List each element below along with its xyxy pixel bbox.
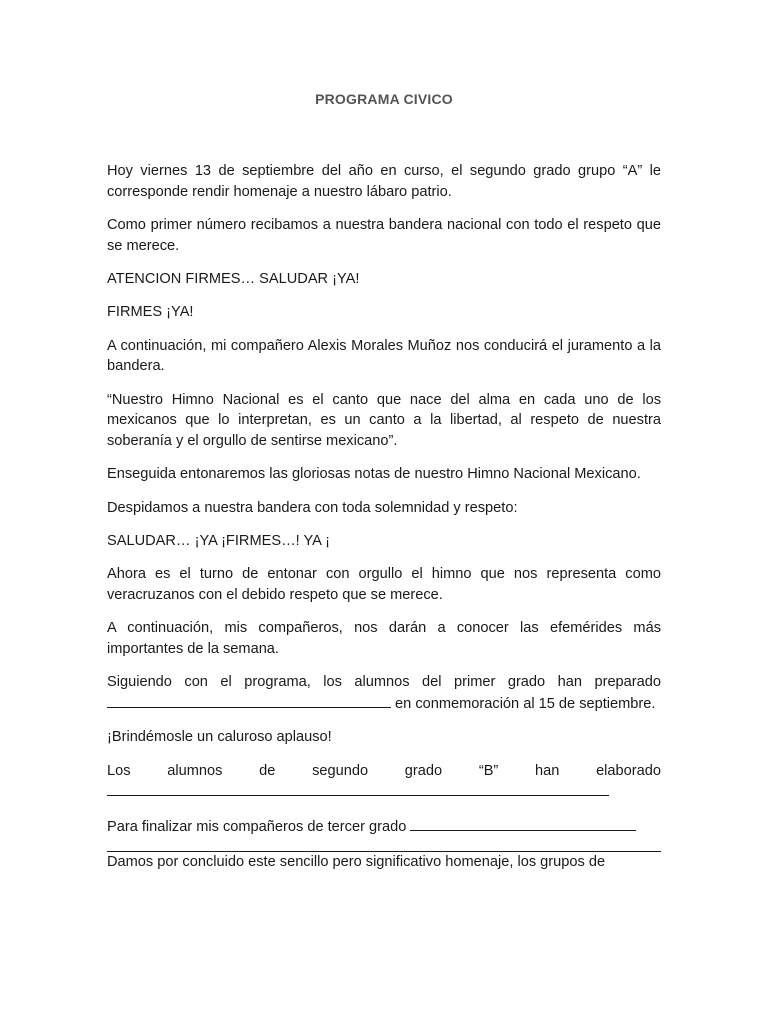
paragraph-intro: Hoy viernes 13 de septiembre del año en curso, el segundo grado grupo “A” le corresponde rendir homenaje a nuestro lábaro patrio. (107, 163, 661, 200)
paragraph-first-number: Como primer número recibamos a nuestra bandera nacional con todo el respeto que se merece. (107, 216, 661, 254)
paragraph-command-salute: ATENCION FIRMES… SALUDAR ¡YA! (107, 270, 360, 287)
segundo-b-text: Los alumnos de segundo grado “B” han elaborado (107, 762, 661, 779)
fill-blank-line (107, 693, 391, 708)
paragraph-primer-grado (107, 672, 661, 714)
primer-grado-text: Siguiendo con el programa, los alumnos del primer grado han preparado (107, 674, 661, 691)
fill-blank-line (107, 837, 661, 852)
fill-blank-line (410, 816, 636, 831)
document-title: PROGRAMA CIVICO (315, 91, 453, 107)
paragraph-juramento: A continuación, mi compañero Alexis Morales Muñoz nos conducirá el juramento a la bandera. (107, 337, 661, 375)
document-body (107, 161, 661, 886)
paragraph-tercer-grado (107, 816, 661, 873)
paragraph-veracruz: Ahora es el turno de entonar con orgullo el himno que nos representa como veracruzanos con el debido respeto que se merece. (107, 566, 661, 604)
paragraph-command-final: SALUDAR… ¡YA ¡FIRMES…! YA ¡ (107, 533, 331, 550)
paragraph-efemerides: A continuación, mis compañeros, nos darán a conocer las efemérides más importantes de la semana. (107, 620, 661, 658)
paragraph-aplauso: ¡Brindémosle un caluroso aplauso! (107, 729, 332, 746)
paragraph-himno-quote: “Nuestro Himno Nacional es el canto que nace del alma en cada uno de los mexicanos que lo interpretan, es un canto a la libertad, al respeto de nuestra soberanía y el orgullo de sentirse mexicano”. (107, 391, 661, 449)
conclusion-text: Damos por concluido este sencillo pero significativo homenaje, los grupos de (107, 854, 606, 871)
fill-blank-line (107, 781, 609, 796)
paragraph-command-firmes: FIRMES ¡YA! (107, 304, 194, 321)
tercer-grado-text: Para finalizar mis compañeros de tercer grado (107, 818, 407, 835)
paragraph-segundo-b (107, 761, 661, 803)
primer-grado-after: en conmemoración al 15 de septiembre. (391, 696, 656, 713)
paragraph-despidamos: Despidamos a nuestra bandera con toda solemnidad y respeto: (107, 499, 518, 516)
paragraph-entonaremos: Enseguida entonaremos las gloriosas notas de nuestro Himno Nacional Mexicano. (107, 466, 641, 483)
